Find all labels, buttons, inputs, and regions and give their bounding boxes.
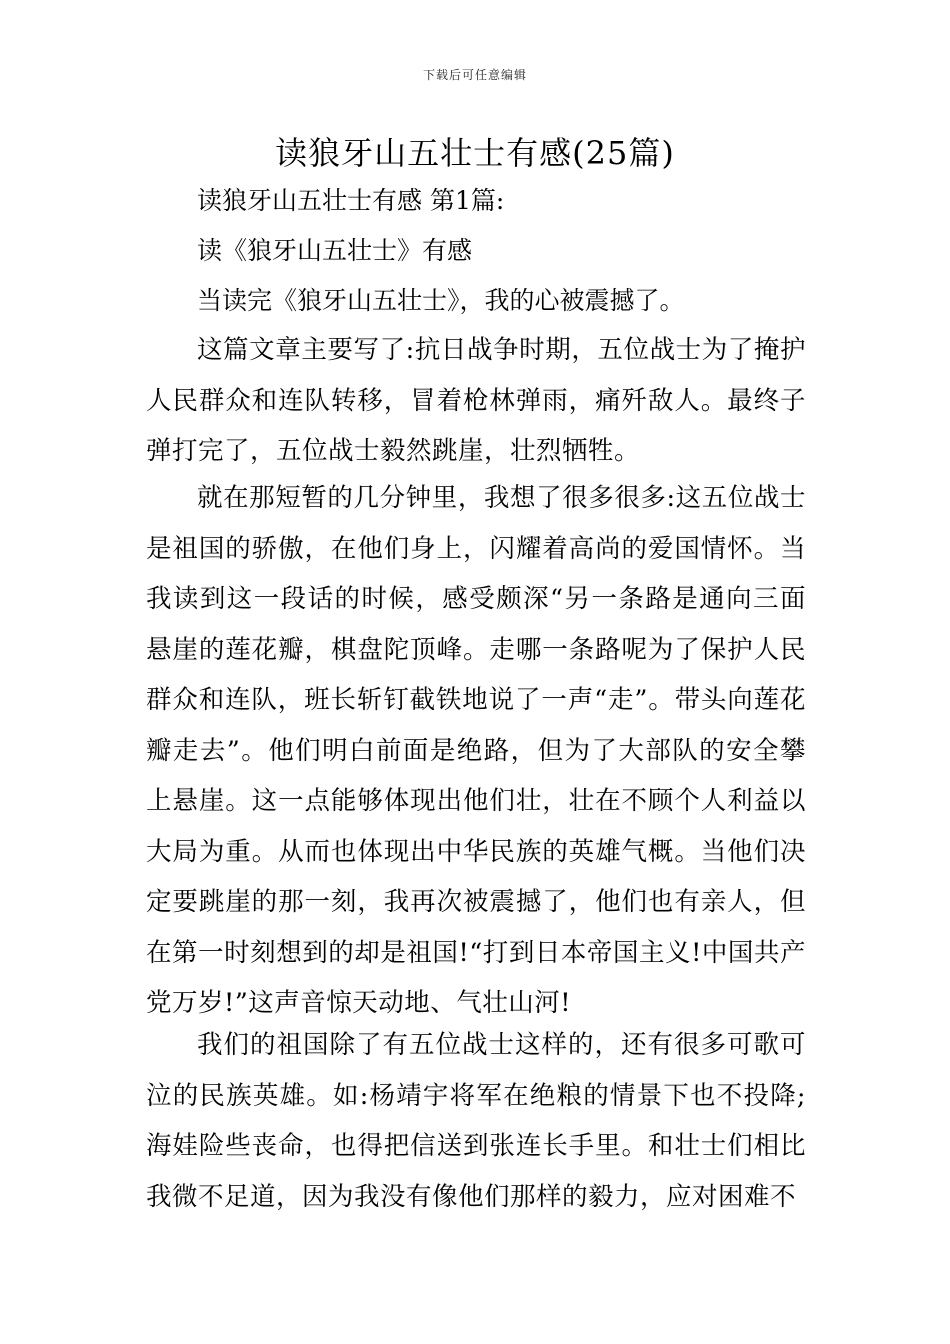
page-title: 读狼牙山五壮士有感(25篇) (275, 134, 675, 172)
opening-sentence: 当读完《狼牙山五壮士》，我的心被震撼了。 (197, 286, 685, 315)
essay-title: 读《狼牙山五壮士》有感 (197, 236, 473, 265)
body-paragraph-2: 就在那短暂的几分钟里，我想了很多很多:这五位战士是祖国的骄傲，在他们身上，闪耀着高尚的爱国情怀。当我读到这一段话的时候，感受颇深“另一条路是通向三面悬崖的莲花瓣，棋盘陀顶峰。走哪一条路呢为了保护人民群众和连队，班长斩钉截铁地说了一声“走”。带头向莲花瓣走去”。他们明白前面是绝路，但为了大部队的安全攀上悬崖。这一点能够体现出他们壮，壮在不顾个人利益以大局为重。从而也体现出中华民族的英雄气概。当他们决定要跳崖的那一刻，我再次被震撼了，他们也有亲人，但在第一时刻想到的却是祖国!“打到日本帝国主义!中国共产党万岁!”这声音惊天动地、气壮山河! (146, 483, 806, 1018)
body-paragraph-1: 这篇文章主要写了:抗日战争时期，五位战士为了掩护人民群众和连队转移，冒着枪林弹雨，痛歼敌人。最终子弹打完了，五位战士毅然跳崖，壮烈牺牲。 (146, 335, 806, 466)
header-note: 下载后可任意编辑 (422, 68, 527, 82)
chapter-heading: 读狼牙山五壮士有感 第1篇: (197, 186, 505, 215)
body-paragraph-3: 我们的祖国除了有五位战士这样的，还有很多可歌可泣的民族英雄。如:杨靖宇将军在绝粮的情景下也不投降;海娃险些丧命，也得把信送到张连长手里。和壮士们相比我微不足道，因为我没有像他们那样的毅力，应对困难不 (146, 1030, 806, 1212)
